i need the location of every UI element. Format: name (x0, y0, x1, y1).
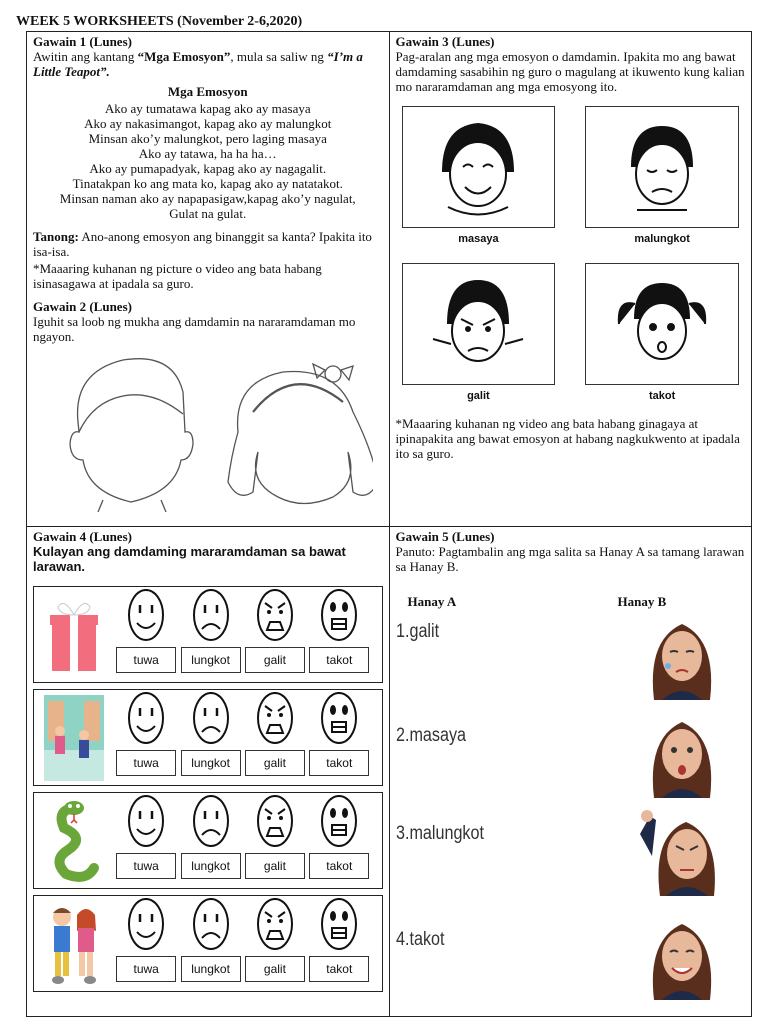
smiley-sad-icon[interactable] (191, 690, 231, 746)
question-label: Tanong: (33, 229, 79, 244)
option-label: galit (245, 750, 305, 776)
gawain-1-note: *Maaaring kuhanan ng picture o video ang bata habang isinasagawa at ipadala sa guro. (33, 261, 322, 291)
emotion-label: malungkot (634, 233, 690, 245)
smiley-happy-icon[interactable] (126, 587, 166, 643)
blank-face-outlines (33, 352, 373, 512)
match-word[interactable]: 2.masaya (395, 725, 466, 746)
emotion-card-malungkot (585, 106, 739, 259)
question-text: Ano-anong emosyon ang binanggit sa kanta? Ipakita ito isa-isa. (33, 229, 372, 259)
coloring-row (33, 689, 383, 786)
match-word[interactable]: 4.takot (395, 929, 444, 950)
happy-face-icon (402, 106, 556, 228)
song-title: Mga Emosyon (167, 84, 248, 99)
hanay-b-header: Hanay B (617, 594, 667, 609)
option-label: tuwa (116, 750, 176, 776)
lyric-line: Tinatakpan ko ang mata ko, kapag ako ay natatakot. (72, 176, 343, 191)
option-label: lungkot (181, 956, 241, 982)
emotion-options (114, 793, 382, 888)
smiley-angry-icon[interactable] (255, 690, 295, 746)
page-title: WEEK 5 WORKSHEETS (November 2-6,2020) (16, 14, 303, 29)
option-label: tuwa (116, 647, 176, 673)
option-tuwa[interactable] (117, 690, 175, 785)
lyric-line: Ako ay tatawa, ha ha ha… (138, 146, 277, 161)
option-tuwa[interactable] (117, 896, 175, 991)
option-label: tuwa (116, 853, 176, 879)
matching-area (396, 580, 746, 1000)
option-label: tuwa (116, 956, 176, 982)
intro-text-2: , mula sa saliw ng (230, 49, 328, 64)
smiley-sad-icon[interactable] (191, 587, 231, 643)
gawain-4-heading: Gawain 4 (Lunes) (33, 529, 132, 544)
gawain-3-heading: Gawain 3 (Lunes) (395, 34, 495, 49)
smiley-angry-icon[interactable] (255, 587, 295, 643)
gawain-4-cell (27, 527, 390, 1017)
gawain-4-text: Kulayan ang damdaming mararamdaman sa bawat larawan. (33, 544, 346, 574)
match-word[interactable]: 1.galit (395, 621, 439, 642)
song-name: “Mga Emosyon” (137, 49, 231, 64)
lyric-line: Ako ay pumapadyak, kapag ako ay nagagalit. (89, 161, 327, 176)
tune-name: “I’m a Little Teapot”. (33, 49, 363, 79)
intro-text: Awitin ang kantang (33, 49, 138, 64)
option-label: takot (309, 853, 369, 879)
option-takot[interactable] (310, 587, 368, 682)
fighting-children-icon (34, 896, 114, 991)
sad-face-icon (585, 106, 739, 228)
lyric-line: Ako ay tumatawa kapag ako ay masaya (104, 101, 311, 116)
angry-face-icon (402, 263, 556, 385)
lyric-line: Ako ay nakasimangot, kapag ako ay malungkot (84, 116, 332, 131)
emotion-options (114, 896, 382, 991)
smiley-scared-icon[interactable] (319, 587, 359, 643)
gawain-1-intro (33, 49, 383, 79)
option-label: galit (245, 853, 305, 879)
option-label: takot (309, 647, 369, 673)
smiley-angry-icon[interactable] (255, 793, 295, 849)
coloring-row (33, 792, 383, 889)
smiley-scared-icon[interactable] (319, 896, 359, 952)
gawain-5-cell (389, 527, 752, 1017)
gawain-5-heading: Gawain 5 (Lunes) (395, 529, 495, 544)
gawain-1-cell (27, 32, 390, 527)
gawain-3-cell (389, 32, 752, 527)
emotion-card-masaya (402, 106, 556, 259)
gawain-5-text: Panuto: Pagtambalin ang mga salita sa Hanay A sa tamang larawan sa Hanay B. (395, 544, 745, 574)
option-galit[interactable] (246, 793, 304, 888)
surprised-avatar-icon[interactable] (632, 708, 732, 798)
option-label: lungkot (181, 750, 241, 776)
option-galit[interactable] (246, 690, 304, 785)
option-label: galit (245, 647, 305, 673)
lyric-line: Minsan ako’y malungkot, pero laging masaya (88, 131, 327, 146)
gawain-3-text: Pag-aralan ang mga emosyon o damdamin. Ipakita mo ang bawat damdaming sasabihin ng guro o magulang at ikuwento kung kalian mo nararamdaman ang mga emosyong ito. (395, 49, 745, 94)
smiley-happy-icon[interactable] (126, 793, 166, 849)
option-label: takot (309, 750, 369, 776)
option-lungkot[interactable] (182, 793, 240, 888)
gawain-2-text: Iguhit sa loob ng mukha ang damdamin na nararamdaman mo ngayon. (33, 314, 356, 344)
smiley-sad-icon[interactable] (191, 793, 231, 849)
option-takot[interactable] (310, 690, 368, 785)
emotion-label: takot (648, 390, 676, 402)
emotion-options (114, 587, 382, 682)
smiley-scared-icon[interactable] (319, 793, 359, 849)
coloring-row (33, 895, 383, 992)
emotion-label: masaya (458, 233, 499, 245)
emotion-grid (396, 106, 746, 416)
option-galit[interactable] (246, 587, 304, 682)
option-lungkot[interactable] (182, 896, 240, 991)
option-label: lungkot (181, 647, 241, 673)
option-tuwa[interactable] (117, 587, 175, 682)
emotion-options (114, 690, 382, 785)
smiley-sad-icon[interactable] (191, 896, 231, 952)
emotion-card-galit (402, 263, 556, 416)
match-word[interactable]: 3.malungkot (395, 823, 484, 844)
option-galit[interactable] (246, 896, 304, 991)
option-label: lungkot (181, 853, 241, 879)
coloring-rows (33, 586, 383, 992)
snake-icon (34, 793, 114, 888)
sad-avatar-icon[interactable] (632, 610, 732, 700)
emotion-card-takot (585, 263, 739, 416)
gawain-2-heading: Gawain 2 (Lunes) (33, 299, 132, 314)
option-takot[interactable] (310, 793, 368, 888)
smiley-happy-icon[interactable] (126, 690, 166, 746)
angry-avatar-icon[interactable] (632, 806, 732, 896)
smiley-angry-icon[interactable] (255, 896, 295, 952)
option-takot[interactable] (310, 896, 368, 991)
scared-face-icon (585, 263, 739, 385)
worksheet-grid (26, 31, 752, 1017)
emotion-label: galit (467, 390, 490, 402)
gawain-1-heading: Gawain 1 (Lunes) (33, 34, 132, 49)
coloring-row (33, 586, 383, 683)
gawain-1-question (33, 229, 383, 259)
lyric-line: Gulat na gulat. (169, 206, 247, 221)
option-tuwa[interactable] (117, 793, 175, 888)
smiley-happy-icon[interactable] (126, 896, 166, 952)
option-lungkot[interactable] (182, 690, 240, 785)
children-hallway-icon (34, 690, 114, 785)
gift-icon (34, 587, 114, 682)
option-label: takot (309, 956, 369, 982)
gawain-3-note: *Maaaring kuhanan ng video ang bata habang ginagaya at ipinapakita ang bawat emosyon at habang nagkukwento at ipadala ito sa guro. (395, 416, 740, 461)
option-label: galit (245, 956, 305, 982)
blank-faces (33, 352, 383, 512)
smiley-scared-icon[interactable] (319, 690, 359, 746)
lyric-line: Minsan naman ako ay napapasigaw,kapag ako’y nagulat, (59, 191, 356, 206)
song-lyrics (33, 101, 383, 221)
happy-avatar-icon[interactable] (632, 910, 732, 1000)
option-lungkot[interactable] (182, 587, 240, 682)
hanay-a-header: Hanay A (407, 594, 457, 609)
